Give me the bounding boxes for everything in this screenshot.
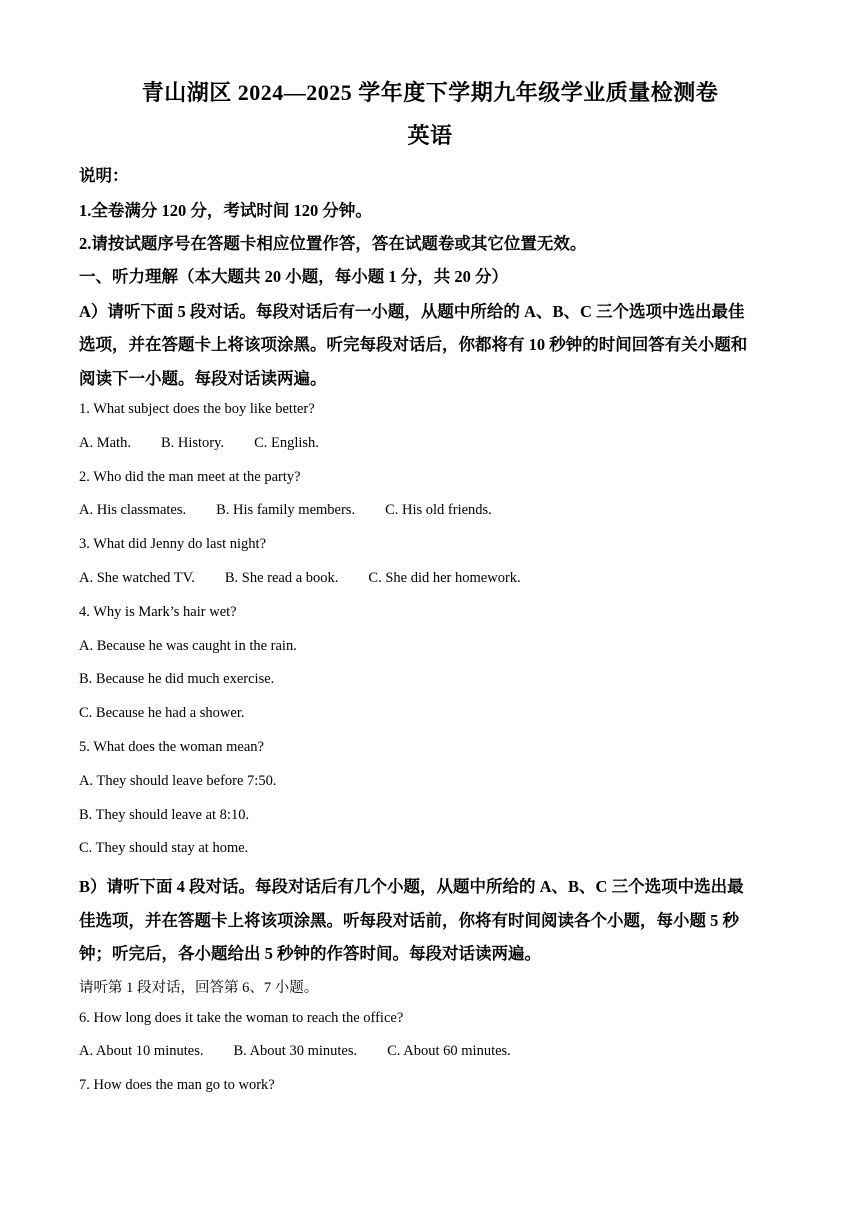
instruction-item-1: 1.全卷满分 120 分，考试时间 120 分钟。 [79,201,372,220]
question-5-option-a: A. They should leave before 7:50. [79,773,277,789]
question-4-option-b: B. Because he did much exercise. [79,671,275,687]
question-3-options [79,570,521,587]
question-4-option-c: C. Because he had a shower. [79,705,245,721]
part-b-directions-line-1: B）请听下面 4 段对话。每段对话后有几个小题，从题中所给的 A、B、C 三个选项中选出最 [79,877,744,896]
option-c: C. About 60 minutes. [387,1043,511,1059]
part-b-dialogue-1-instruction: 请听第 1 段对话，回答第 6、7 小题。 [79,980,319,996]
part-a-directions-line-1: A）请听下面 5 段对话。每段对话后有一小题，从题中所给的 A、B、C 三个选项中选出最佳 [79,302,745,321]
question-6-options [79,1043,511,1060]
section-heading: 一、听力理解（本大题共 20 小题，每小题 1 分，共 20 分） [79,267,508,286]
option-a: A. Math. [79,435,131,451]
instructions-label: 说明： [79,166,129,185]
question-3: 3. What did Jenny do last night? [79,536,266,552]
option-b: B. About 30 minutes. [233,1043,358,1059]
question-5: 5. What does the woman mean? [79,739,264,755]
option-a: A. About 10 minutes. [79,1043,204,1059]
question-6: 6. How long does it take the woman to reach the office? [79,1010,404,1026]
question-1: 1. What subject does the boy like better? [79,401,315,417]
part-a-directions-line-2: 选项，并在答题卡上将该项涂黑。听完每段对话后，你都将有 10 秒钟的时间回答有关小题和 [79,335,748,354]
option-b: B. His family members. [216,502,356,518]
option-b: B. History. [160,435,225,451]
question-5-option-b: B. They should leave at 8:10. [79,807,250,823]
question-5-option-c: C. They should stay at home. [79,840,249,856]
question-1-options [79,435,319,452]
option-c: C. She did her homework. [368,570,521,586]
option-c: C. His old friends. [385,502,492,518]
exam-title: 青山湖区 2024—2025 学年度下学期九年级学业质量检测卷 [141,80,719,105]
part-b-directions-line-3: 钟；听完后，各小题给出 5 秒钟的作答时间。每段对话读两遍。 [79,944,541,963]
question-2-options [79,502,492,519]
part-a-directions-line-3: 阅读下一小题。每段对话读两遍。 [79,369,327,388]
question-4: 4. Why is Mark’s hair wet? [79,604,237,620]
option-a: A. His classmates. [79,502,187,518]
part-b-directions-line-2: 佳选项，并在答题卡上将该项涂黑。听每段对话前，你将有时间阅读各个小题，每小题 5 秒 [79,911,739,930]
subject-title: 英语 [407,123,453,148]
instruction-item-2: 2.请按试题序号在答题卡相应位置作答，答在试题卷或其它位置无效。 [79,234,587,253]
option-a: A. She watched TV. [79,570,195,586]
option-b: B. She read a book. [224,570,339,586]
question-4-option-a: A. Because he was caught in the rain. [79,638,297,654]
question-2: 2. Who did the man meet at the party? [79,469,301,485]
option-c: C. English. [254,435,319,451]
question-7: 7. How does the man go to work? [79,1077,275,1093]
